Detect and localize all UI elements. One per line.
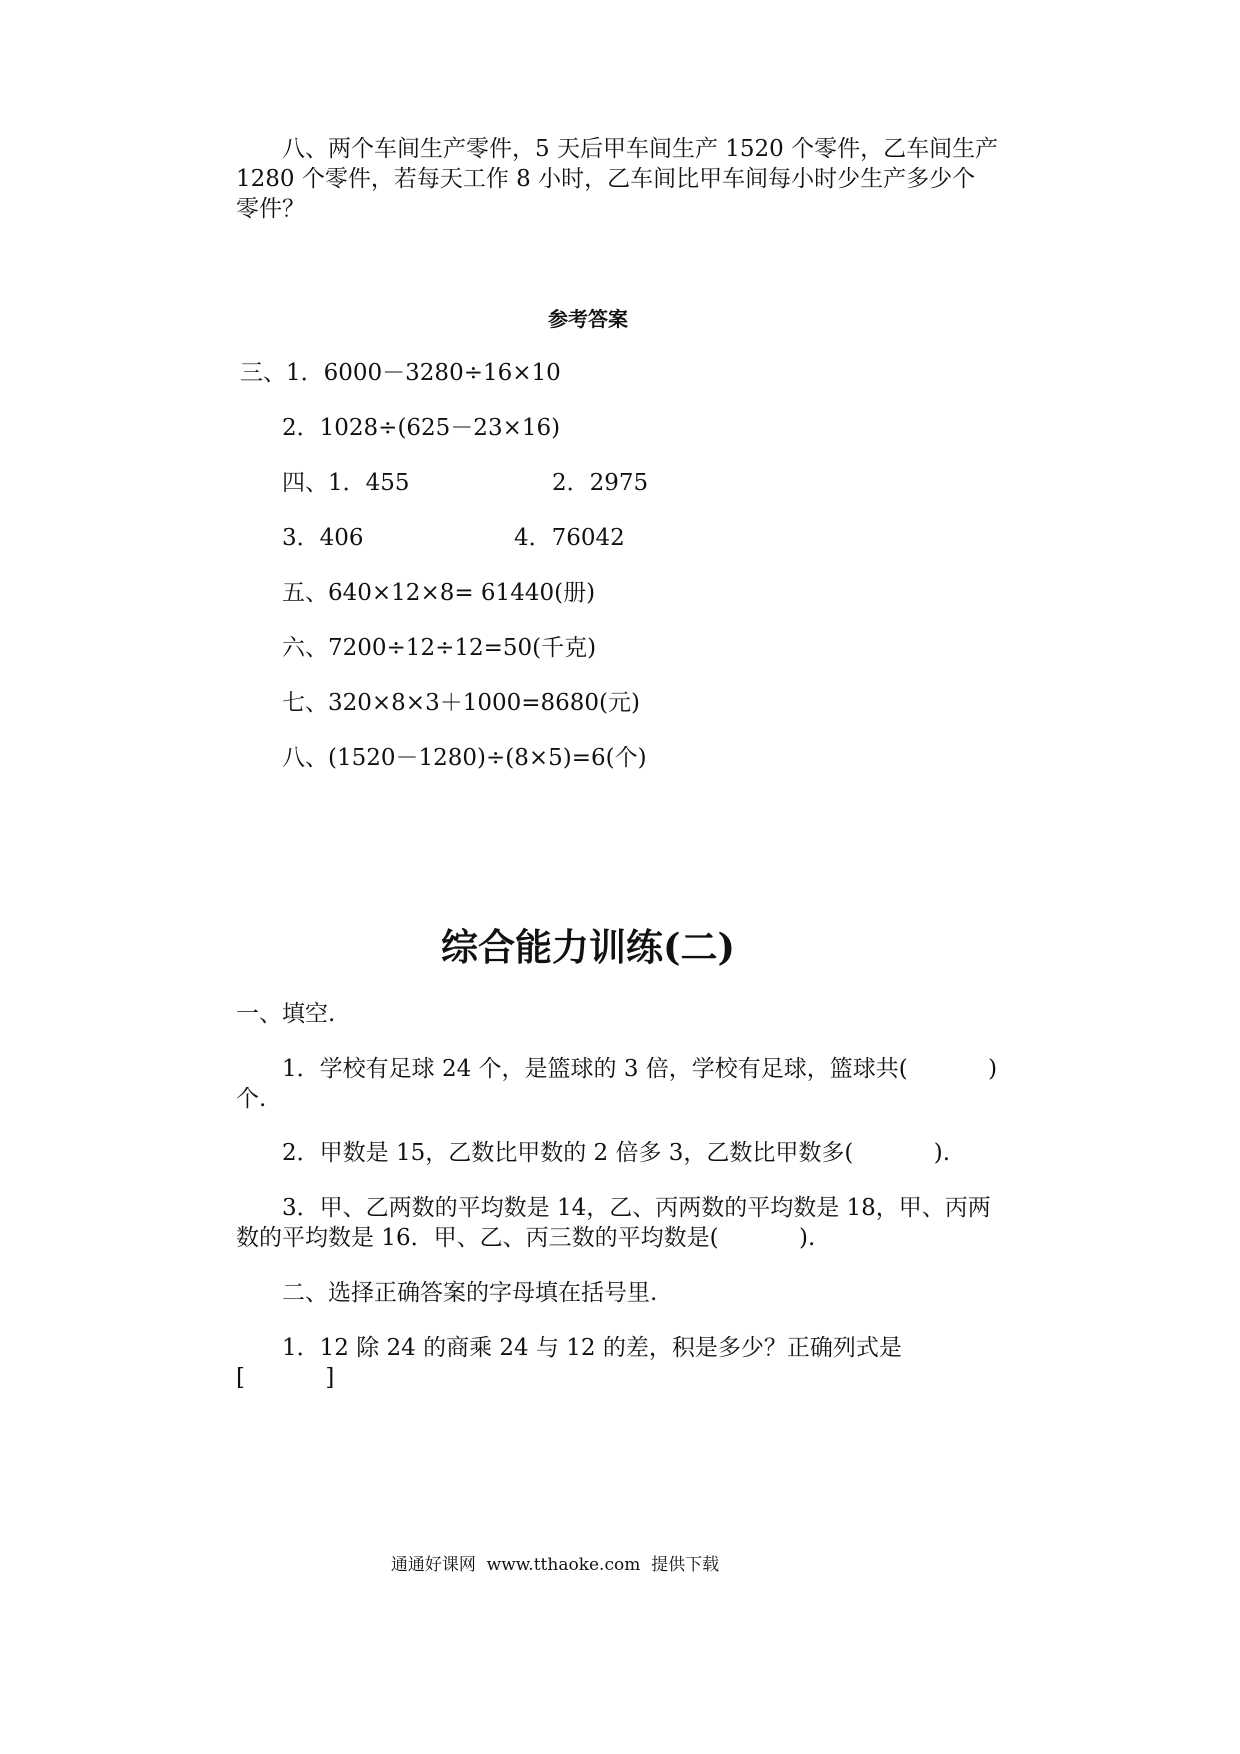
part1-q3-line2: 数的平均数是 16．甲、乙、丙三数的平均数是( ). <box>236 1225 816 1251</box>
answer-7: 七、320×8×3＋1000=8680(元) <box>282 690 640 716</box>
answer-4-2: 2．2975 <box>552 470 649 496</box>
problem8-line2: 1280 个零件，若每天工作 8 小时，乙车间比甲车间每小时少生产多少个 <box>236 166 976 192</box>
part2-heading: 二、选择正确答案的字母填在括号里. <box>282 1280 658 1306</box>
answer-4-3: 3．406 <box>282 525 364 551</box>
answer-3-1: 三、1．6000－3280÷16×10 <box>240 360 561 386</box>
answer-3-2: 2．1028÷(625－23×16) <box>282 415 561 441</box>
part1-heading: 一、填空. <box>236 1001 336 1027</box>
problem8-line3: 零件？ <box>236 196 305 222</box>
answer-6: 六、7200÷12÷12=50(千克) <box>282 635 597 661</box>
answers-heading: 参考答案 <box>548 307 628 331</box>
part2-q1-line2: [ ] <box>236 1365 335 1391</box>
part1-q1-line2: 个. <box>236 1086 267 1112</box>
answer-8: 八、(1520－1280)÷(8×5)=6(个) <box>282 745 647 771</box>
part1-q3-line1: 3．甲、乙两数的平均数是 14，乙、丙两数的平均数是 18，甲、丙两 <box>282 1195 991 1221</box>
answer-5: 五、640×12×8= 61440(册) <box>282 580 596 606</box>
problem8-line1: 八、两个车间生产零件，5 天后甲车间生产 1520 个零件，乙车间生产 <box>282 136 999 162</box>
part1-q2: 2．甲数是 15，乙数比甲数的 2 倍多 3，乙数比甲数多( ). <box>282 1140 951 1166</box>
part2-q1-line1: 1．12 除 24 的商乘 24 与 12 的差，积是多少？正确列式是 <box>282 1335 902 1361</box>
part1-q1-line1: 1．学校有足球 24 个，是篮球的 3 倍，学校有足球，篮球共( ) <box>282 1056 998 1082</box>
answer-4-1: 四、1．455 <box>282 470 410 496</box>
section2-title: 综合能力训练(二) <box>440 925 735 969</box>
answer-4-4: 4．76042 <box>514 525 625 551</box>
footer-text: 通通好课网 www.tthaoke.com 提供下载 <box>390 1555 720 1575</box>
